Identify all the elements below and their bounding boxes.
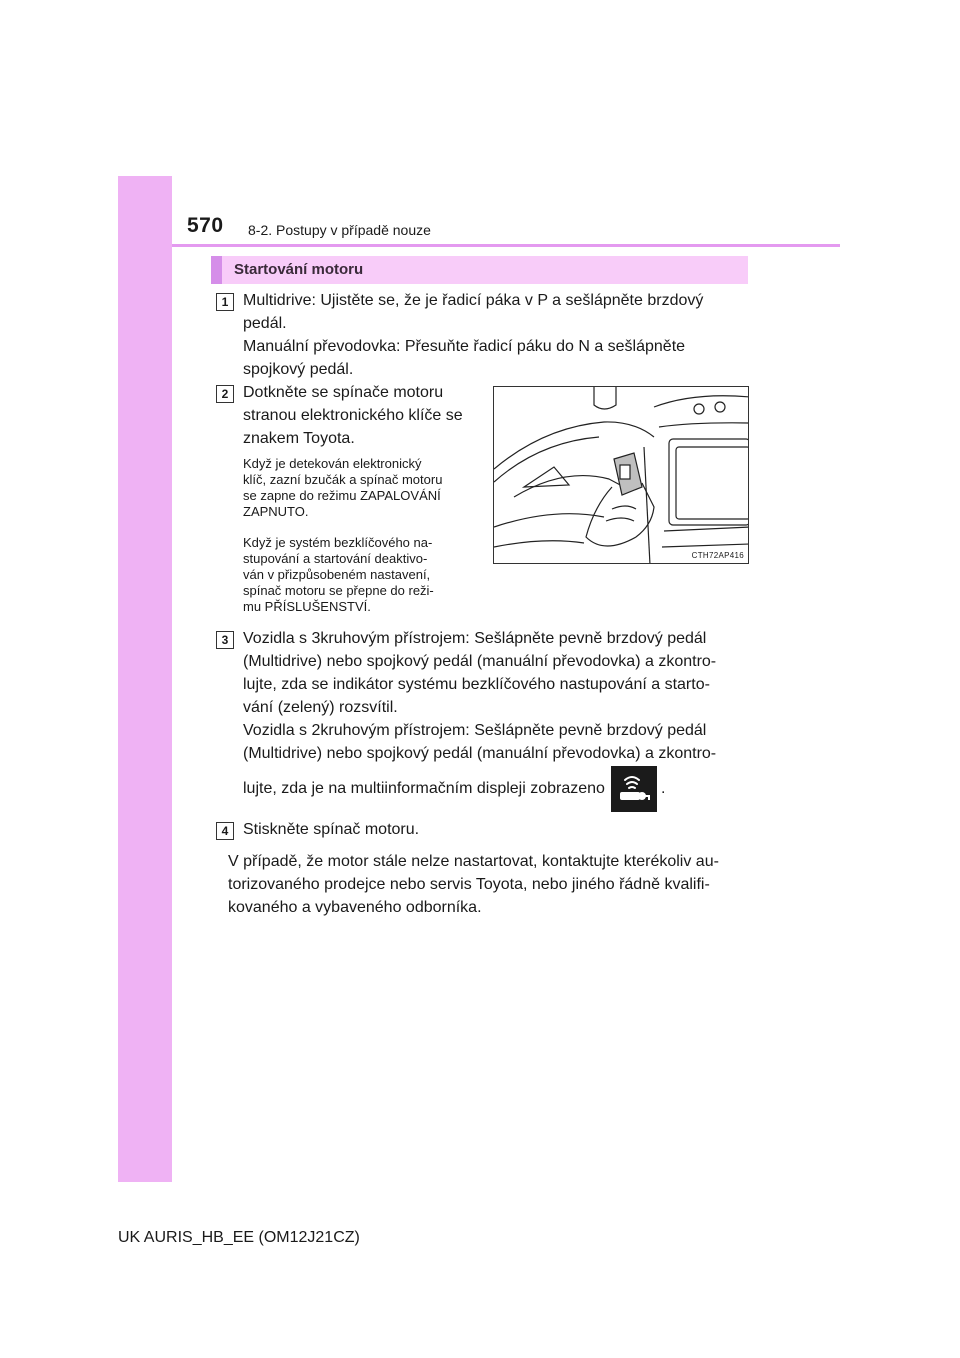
note-line: spínač motoru se přepne do reži- <box>243 583 434 598</box>
step-3-line: lujte, zda se indikátor systému bezklíčového nastupování a starto- <box>243 676 710 693</box>
sidebar-tab <box>118 176 172 1182</box>
note-line: Když je systém bezklíčového na- <box>243 535 433 550</box>
note-line: se zapne do režimu ZAPALOVÁNÍ <box>243 488 441 503</box>
step-3-line: vání (zelený) rozsvítil. <box>243 699 398 716</box>
note-line: mu PŘÍSLUŠENSTVÍ. <box>243 599 371 614</box>
step-1-line-3: Manuální převodovka: Přesuňte řadicí páku do N a sešlápněte <box>243 338 686 355</box>
step-3-line-end: . <box>660 780 666 798</box>
note-line: ván v přizpůsobeném nastavení, <box>243 567 431 582</box>
note-line: Když je detekován elektronický <box>243 456 422 471</box>
page-number: 570 <box>187 214 224 237</box>
step-number-2: 2 <box>216 385 234 403</box>
chapter-title: 8-2. Postupy v případě nouze <box>248 222 431 238</box>
step-2-line-2: stranou elektronického klíče se <box>243 407 463 424</box>
section-heading-text: Startování motoru <box>234 261 364 278</box>
closing-line: V případě, že motor stále nelze nastartovat, kontaktujte kterékoliv au- <box>228 853 719 870</box>
smart-key-indicator-icon <box>611 766 657 812</box>
step-4-text <box>243 818 745 841</box>
section-heading <box>211 256 748 284</box>
step-3-line: Vozidla s 2kruhovým přístrojem: Sešlápněte pevně brzdový pedál <box>243 722 707 739</box>
note-line: ZAPNUTO. <box>243 504 309 519</box>
step-3-line: (Multidrive) nebo spojkový pedál (manuální převodovka) a zkontro- <box>243 745 717 762</box>
step-number-3: 3 <box>216 631 234 649</box>
step-3-text <box>243 627 745 765</box>
closing-line: kovaného a vybaveného odborníka. <box>228 899 482 916</box>
step-3-line: lujte, zda je na multiinformačním displeji zobrazeno <box>243 780 605 798</box>
figure-code: CTH72AP416 <box>691 551 744 560</box>
step-2-line-1: Dotkněte se spínače motoru <box>243 384 444 401</box>
step-2-note-detected <box>243 456 479 520</box>
step-number-1: 1 <box>216 293 234 311</box>
step-number-4: 4 <box>216 822 234 840</box>
step-1-text <box>243 289 745 381</box>
step-3-line: Vozidla s 3kruhovým přístrojem: Sešlápněte pevně brzdový pedál <box>243 630 707 647</box>
engine-switch-illustration <box>493 386 749 564</box>
step-1-line-1: Multidrive: Ujistěte se, že je řadicí páka v P a sešlápněte brzdový <box>243 292 704 309</box>
step-2-line-3: znakem Toyota. <box>243 430 355 447</box>
header-rule <box>172 244 840 247</box>
step-2-note-deactivated <box>243 535 479 615</box>
step-1-line-2: pedál. <box>243 315 287 332</box>
step-3-line: (Multidrive) nebo spojkový pedál (manuální převodovka) a zkontro- <box>243 653 717 670</box>
closing-paragraph <box>228 850 745 919</box>
step-4-line: Stiskněte spínač motoru. <box>243 821 420 838</box>
step-1-line-4: spojkový pedál. <box>243 361 354 378</box>
footer-manual-code: UK AURIS_HB_EE (OM12J21CZ) <box>118 1229 360 1246</box>
step-3-last-line <box>243 766 745 812</box>
closing-line: torizovaného prodejce nebo servis Toyota, nebo jiného řádně kvalifi- <box>228 876 710 893</box>
illustration-drawing <box>494 387 749 564</box>
note-line: klíč, zazní bzučák a spínač motoru <box>243 472 443 487</box>
step-2-text <box>243 381 479 450</box>
note-line: stupování a startování deaktivo- <box>243 551 428 566</box>
